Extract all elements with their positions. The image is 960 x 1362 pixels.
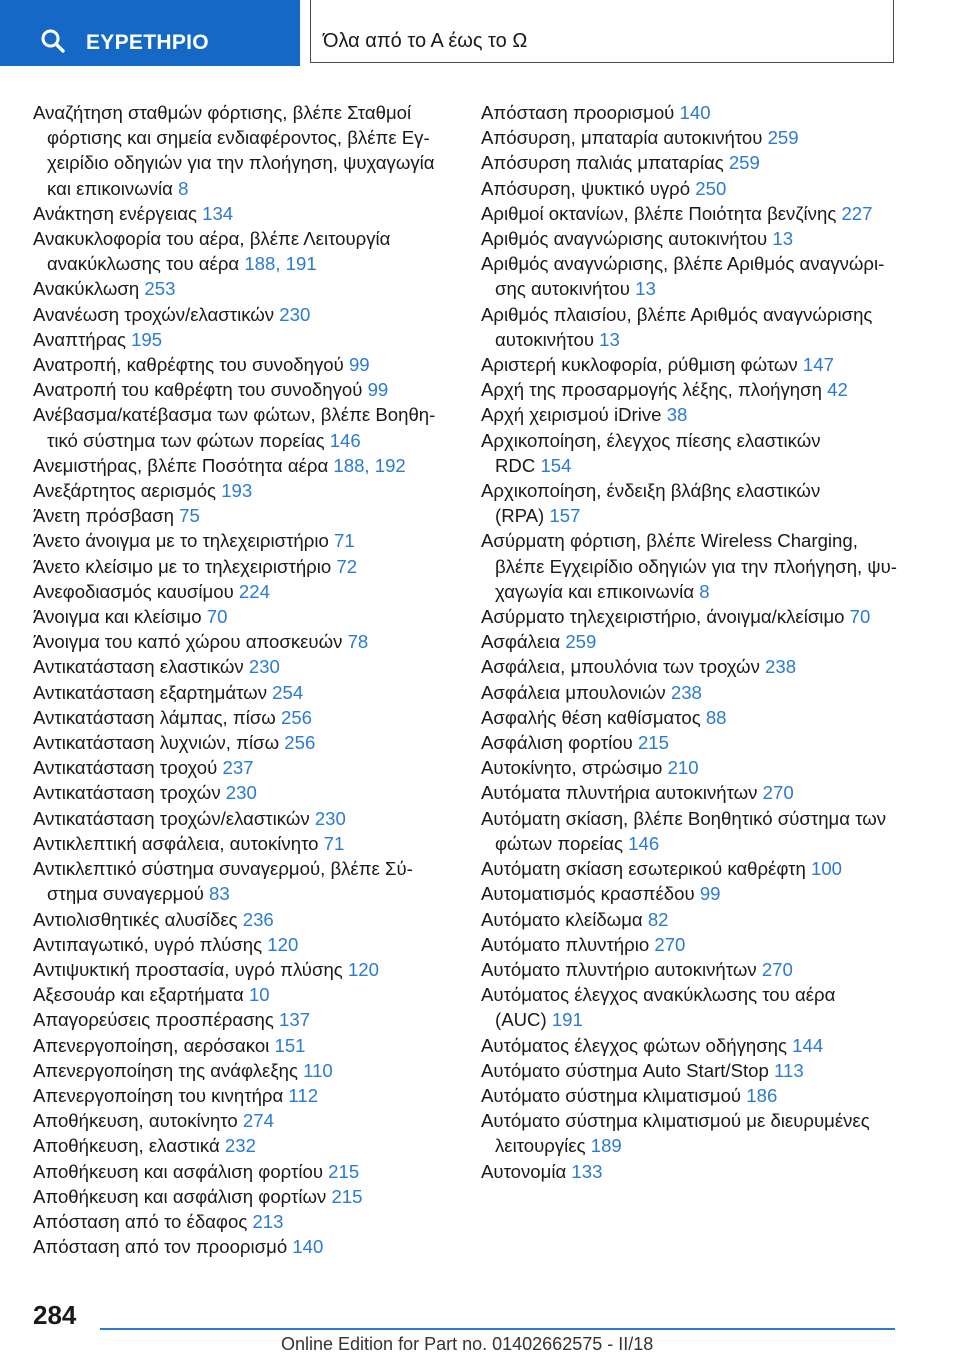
index-entry [33,1184,458,1209]
page-reference-link[interactable]: 186 [746,1084,778,1106]
page-reference-link[interactable]: 140 [292,1236,324,1258]
index-entry [33,856,458,906]
index-entry [481,932,901,957]
index-entry-text: Αποθήκευση, ελαστικά [33,1135,225,1157]
index-entry [33,1007,458,1032]
index-entry [481,226,901,251]
header [0,0,960,66]
index-entry [33,1133,458,1158]
index-entry-text: Ασφάλεια, μπουλόνια των τροχών [481,656,766,678]
index-entry [481,125,901,150]
index-entry-text: Ανατροπή του καθρέφτη του συνοδηγού [33,379,368,401]
page-reference-link[interactable]: 256 [284,732,316,754]
index-entry-text: Αντικλεπτικό σύστημα συναγερμού, βλέπε Σύ- [33,858,413,880]
page-reference-link[interactable]: 100 [810,858,843,880]
index-entry [33,377,458,402]
page-reference-link[interactable]: 71 [334,530,355,552]
index-entry [33,579,458,604]
index-entry [33,503,458,528]
index-entry [481,780,901,805]
index-entry [481,907,901,932]
index-entry-text: Ανέβασμα/κατέβασμα των φώτων, βλέπε Βοηθη- [33,404,436,426]
index-entry-text: αυτοκινήτου [495,328,600,350]
page-reference-link[interactable]: 195 [131,328,163,350]
index-entry-text: τικό σύστημα των φώτων πορείας [47,429,330,451]
page-reference-link[interactable]: 147 [802,354,834,376]
index-entry-text: Ασφάλεια μπουλονιών [481,681,671,703]
index-entry-text: Αυτόματη σκίαση εσωτερικού καθρέφτη [481,858,811,880]
index-entry-text: Αντικατάσταση τροχών [33,782,226,804]
index-entry-text: Αντικλεπτική ασφάλεια, αυτοκίνητο [33,832,324,854]
page-reference-link[interactable]: 237 [222,757,254,779]
index-entry-text: Αναπτήρας [33,328,132,350]
page-reference-link[interactable]: 120 [267,933,299,955]
index-entry-text: Αποθήκευση, αυτοκίνητο [33,1110,243,1132]
index-entry-text: Αντικατάσταση ελαστικών [33,656,249,678]
index-entry [33,352,458,377]
index-entry-text: Ασφάλεια [481,631,566,653]
index-entry [33,755,458,780]
index-entry-text: Αυτόματος έλεγχος φώτων οδήγησης [481,1034,793,1056]
index-entry-text: Αυτοματισμός κρασπέδου [481,883,700,905]
page-reference-link[interactable]: 70 [849,606,871,628]
index-entry [33,730,458,755]
page-reference-link[interactable]: 75 [179,505,200,527]
index-entry [33,528,458,553]
index-entry-text: Απόσυρση παλιάς μπαταρίας [481,152,729,174]
index-entry [33,806,458,831]
index-entry [481,150,901,175]
page-reference-link[interactable]: 270 [762,782,794,804]
footer-divider [100,1328,895,1330]
index-entry-text: φώτων πορείας [495,832,629,854]
index-entry-text: Αριθμός αναγνώρισης αυτοκινήτου [481,228,773,250]
index-entry [33,1108,458,1133]
index-entry [33,831,458,856]
page-reference-link[interactable]: 227 [841,202,873,224]
page-reference-link[interactable]: 210 [667,757,699,779]
page-reference-link[interactable]: 133 [571,1160,603,1182]
index-entry [481,176,901,201]
index-entry-text: Ασύρματη φόρτιση, βλέπε Wireless Charging, [481,530,858,552]
index-entry [481,604,901,629]
index-entry-text: ανακύκλωσης του αέρα [47,253,245,275]
index-entry-text: (AUC) [495,1009,552,1031]
index-entry-text: Αυτόματο σύστημα κλιματισμού [481,1084,747,1106]
index-entry-text: Απόσυρση, ψυκτικό υγρό [481,177,696,199]
index-entry-text: Ανακύκλωση [33,278,145,300]
page-reference-link[interactable]: 146 [329,429,361,451]
page-reference-link[interactable]: 256 [280,706,313,728]
index-entry [481,1058,901,1083]
index-entry-text: Απόσταση προορισμού [481,102,680,123]
index-entry [481,705,901,730]
index-entry-text: Αυτόματη σκίαση, βλέπε Βοηθητικό σύστημα των [481,807,887,829]
index-entry-text: Ασφαλής θέση καθίσματος [481,706,706,728]
index-entry-text: Αντικατάσταση τροχών/ελαστικών [33,807,315,829]
page-reference-link[interactable]: 112 [288,1084,319,1106]
page-reference-link[interactable]: 83 [209,883,230,905]
index-label: ΕΥΡΕΤΗΡΙΟ [86,31,209,54]
index-entry-text: βλέπε Εγχειρίδιο οδηγιών για την πλοήγηση, ψυ- [495,555,897,577]
page-reference-link[interactable]: 193 [221,480,253,502]
index-entry-text: RDC [495,454,541,476]
index-column-right [481,100,901,1184]
page-reference-link[interactable]: 191 [551,1009,583,1031]
index-entry-text: Απενεργοποίηση της ανάφλεξης [33,1059,304,1081]
page-reference-link[interactable]: 120 [347,958,379,980]
index-entry-text: Αυτοκίνητο, στρώσιμο [481,757,668,779]
page-reference-link[interactable]: 188, 192 [333,454,406,476]
index-entry-text: Ασύρματο τηλεχειριστήριο, άνοιγμα/κλείσιμο [481,606,850,628]
page-reference-link[interactable]: 137 [279,1009,311,1031]
index-entry-text: Απενεργοποίηση του κινητήρα [33,1084,289,1106]
page-reference-link[interactable]: 270 [654,933,686,955]
page-reference-link[interactable]: 144 [792,1034,824,1056]
page-reference-link[interactable]: 10 [248,984,270,1006]
page-reference-link[interactable]: 42 [827,379,848,401]
page-reference-link[interactable]: 259 [728,152,760,174]
index-entry-text: Αξεσουάρ και εξαρτήματα [33,984,249,1006]
index-entry [481,402,901,427]
index-entry [481,654,901,679]
page-reference-link[interactable]: 230 [225,782,257,804]
page-reference-link[interactable]: 99 [699,883,721,905]
index-entry [33,932,458,957]
index-entry [481,755,901,780]
index-entry [33,654,458,679]
index-entry [33,554,458,579]
index-entry-text: Απαγορεύσεις προσπέρασης [33,1009,280,1031]
page-reference-link[interactable]: 259 [767,127,799,149]
index-entry-text: Αντικατάσταση εξαρτημάτων [33,681,273,703]
page-reference-link[interactable]: 8 [699,580,710,602]
page-reference-link[interactable]: 38 [666,404,688,426]
index-entry-text: Αρχή χειρισμού iDrive [481,404,667,426]
page-reference-link[interactable]: 213 [252,1210,284,1232]
index-entry [481,1108,901,1158]
index-entry [33,705,458,730]
index-entry-text: Ανακυκλοφορία του αέρα, βλέπε Λειτουργία [33,228,391,250]
index-entry-text: Αυτόματο πλυντήριο αυτοκινήτων [481,958,762,980]
page-reference-link[interactable]: 232 [224,1135,256,1157]
index-entry [33,982,458,1007]
page-reference-link[interactable]: 99 [348,354,370,376]
page-reference-link[interactable]: 13 [599,328,620,350]
index-entry-text: Αριθμοί οκτανίων, βλέπε Ποιότητα βενζίνης [481,202,842,224]
index-entry-text: Αυτόματο σύστημα κλιματισμού με διευρυμένες [481,1110,870,1132]
index-entry-text: Αντιπαγωτικό, υγρό πλύσης [33,933,268,955]
index-entry [481,680,901,705]
index-entry [481,428,901,478]
index-entry-text: Αναζήτηση σταθμών φόρτισης, βλέπε Σταθμοί [33,102,412,123]
index-entry-text: Αυτονομία [481,1160,572,1182]
index-entry-text: Ανάκτηση ενέργειας [33,202,203,224]
index-entry-text: Αντικατάσταση λυχνιών, πίσω [33,732,285,754]
page-reference-link[interactable]: 270 [761,958,793,980]
index-entry [33,1033,458,1058]
index-entry-text: Άνετη πρόσβαση [33,505,180,527]
index-entry-text: Ανανέωση τροχών/ελαστικών [33,303,280,325]
index-entry [481,1083,901,1108]
page-reference-link[interactable]: 113 [774,1059,804,1081]
index-entry-text: Ανατροπή, καθρέφτης του συνοδηγού [33,354,349,376]
page-reference-link[interactable]: 259 [565,631,597,653]
index-entry [33,276,458,301]
index-entry [33,957,458,982]
index-entry [33,1209,458,1234]
edition-note: Online Edition for Part no. 01402662575 - II/18 [281,1334,654,1354]
index-entry [481,100,901,125]
page-reference-link[interactable]: 215 [328,1160,360,1182]
index-entry [481,201,901,226]
page-reference-link[interactable]: 78 [347,631,369,653]
index-entry-text: Αρχικοποίηση, έλεγχος πίεσης ελαστικών [481,429,821,451]
index-entry [33,302,458,327]
index-entry-text: Άνετο άνοιγμα με το τηλεχειριστήριο [33,530,334,552]
index-entry [33,780,458,805]
page-reference-link[interactable]: 13 [635,278,656,300]
index-entry-text: χαγωγία και επικοινωνία [495,580,700,602]
page-reference-link[interactable]: 215 [637,732,669,754]
page-reference-link[interactable]: 8 [178,177,189,199]
page-reference-link[interactable]: 13 [772,228,794,250]
index-entry-text: σης αυτοκινήτου [495,278,636,300]
page-reference-link[interactable]: 154 [540,454,572,476]
index-entry-text: λειτουργίες [495,1135,591,1157]
index-entry-text: χειρίδιο οδηγιών για την πλοήγηση, ψυχαγωγία [47,152,435,174]
index-entry [33,327,458,352]
index-search-tab[interactable] [0,0,300,66]
page-reference-link[interactable]: 157 [549,505,581,527]
page-number: 284 [33,1300,77,1330]
index-entry [481,1033,901,1058]
page-reference-link[interactable]: 188, 191 [244,253,317,275]
index-entry-text: (RPA) [495,505,550,527]
index-entry-text: Ανεξάρτητος αερισμός [33,480,222,502]
index-entry-text: Αυτόματο κλείδωμα [481,908,648,930]
index-entry [33,1159,458,1184]
index-entry-text: Ασφάλιση φορτίου [481,732,638,754]
index-entry [33,1058,458,1083]
index-entry [33,402,458,452]
page-reference-link[interactable]: 238 [670,681,702,703]
index-entry [33,907,458,932]
index-entry [33,226,458,276]
index-entry-text: Απόσταση από το έδαφος [33,1210,253,1232]
index-entry-text: Άνετο κλείσιμο με το τηλεχειριστήριο [33,555,337,577]
index-entry-text: Αντικατάσταση τροχού [33,757,223,779]
index-entry-text: Απενεργοποίηση, αερόσακοι [33,1034,275,1056]
page-reference-link[interactable]: 146 [628,832,660,854]
page-reference-link[interactable]: 70 [206,606,228,628]
page-reference-link[interactable]: 253 [144,278,176,300]
page-reference-link[interactable]: 71 [323,832,345,854]
index-entry [33,680,458,705]
page-reference-link[interactable]: 230 [248,656,280,678]
page-reference-link[interactable]: 82 [647,908,669,930]
index-entry [481,856,901,881]
index-entry [481,251,901,301]
page-reference-link[interactable]: 140 [679,102,711,123]
page-reference-link[interactable]: 134 [202,202,234,224]
index-entry-text: Αυτόματο πλυντήριο [481,933,655,955]
index-column-left [33,100,458,1259]
page-reference-link[interactable]: 250 [695,177,727,199]
index-entry-text: Απόσυρση, μπαταρία αυτοκινήτου [481,127,768,149]
search-icon [40,28,66,54]
index-entry [481,730,901,755]
index-entry [33,201,458,226]
index-entry-text: Αντιολισθητικές αλυσίδες [33,908,243,930]
index-entry-text: Αριθμός αναγνώρισης, βλέπε Αριθμός αναγνώρι- [481,253,885,275]
index-entry-text: Αριστερή κυκλοφορία, ρύθμιση φώτων [481,354,803,376]
page-reference-link[interactable]: 236 [242,908,274,930]
index-entry-text: Αντικατάσταση λάμπας, πίσω [33,706,281,728]
page-reference-link[interactable]: 99 [367,379,389,401]
index-entry [481,629,901,654]
index-entry [481,1159,901,1184]
index-entry [481,982,901,1032]
index-entry-text: Αποθήκευση και ασφάλιση φορτίων [33,1185,332,1207]
index-entry [33,1083,458,1108]
index-entry-text: Απόσταση από τον προορισμό [33,1236,293,1258]
index-entry [481,302,901,352]
index-entry-text: Ανεφοδιασμός καυσίμου [33,580,239,602]
index-entry-text: φόρτισης και σημεία ενδιαφέροντος, βλέπε Εγ- [47,127,430,149]
page-title: Όλα από το Α έως το Ω [323,30,528,52]
index-entry [481,377,901,402]
index-entry-text: Άνοιγμα του καπό χώρου αποσκευών [33,631,348,653]
index-entry [33,604,458,629]
page-reference-link[interactable]: 72 [336,555,358,577]
index-entry-text: Αρχή της προσαρμογής λέξης, πλοήγηση [481,379,828,401]
page-reference-link[interactable]: 224 [238,580,270,602]
index-entry [33,453,458,478]
index-entry [481,352,901,377]
index-entry [481,478,901,528]
index-entry [33,1234,458,1259]
index-entry [33,478,458,503]
page-reference-link[interactable]: 88 [705,706,727,728]
index-entry-text: Άνοιγμα και κλείσιμο [33,606,207,628]
page-title-box [310,0,894,63]
page-reference-link[interactable]: 254 [272,681,304,703]
index-entry-text: Αντιψυκτική προστασία, υγρό πλύσης [33,958,348,980]
page-reference-link[interactable]: 274 [242,1110,274,1132]
index-entry [481,881,901,906]
page-reference-link[interactable]: 230 [279,303,311,325]
index-entry-text: Αυτόματο σύστημα Auto Start/Stop [481,1059,775,1081]
index-entry-text: και επικοινωνία [47,177,179,199]
page-reference-link[interactable]: 238 [765,656,797,678]
index-entry-text: Αριθμός πλαισίου, βλέπε Αριθμός αναγνώρισης [481,303,873,325]
page-reference-link[interactable]: 215 [331,1185,363,1207]
index-entry [481,806,901,856]
page-reference-link[interactable]: 151 [274,1034,306,1056]
index-entry [33,100,458,201]
index-entry-text: Αυτόματος έλεγχος ανακύκλωσης του αέρα [481,984,836,1006]
page-reference-link[interactable]: 110 [303,1059,333,1081]
index-entry-text: στημα συναγερμού [47,883,210,905]
index-entry [481,957,901,982]
index-entry-text: Αρχικοποίηση, ένδειξη βλάβης ελαστικών [481,480,821,502]
page-reference-link[interactable]: 189 [590,1135,622,1157]
index-entry [33,629,458,654]
index-entry-text: Αυτόματα πλυντήρια αυτοκινήτων [481,782,763,804]
page-reference-link[interactable]: 230 [314,807,346,829]
index-entry [481,528,901,604]
index-entry-text: Ανεμιστήρας, βλέπε Ποσότητα αέρα [33,454,334,476]
index-entry-text: Αποθήκευση και ασφάλιση φορτίου [33,1160,329,1182]
